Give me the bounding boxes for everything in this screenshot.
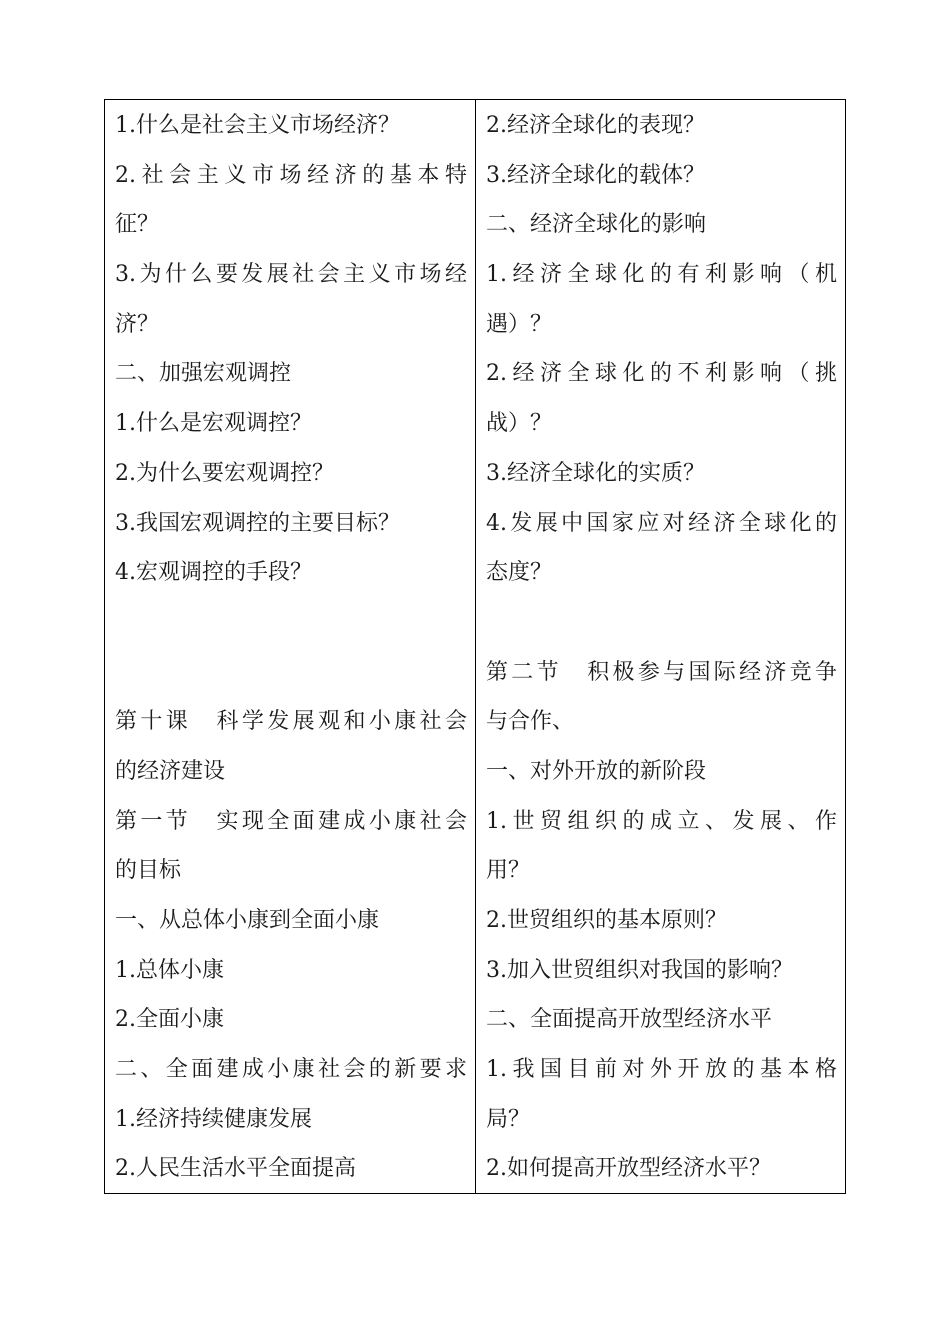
outline-line: 态度？ [486,560,553,586]
outline-line: 2.人民生活水平全面提高 [115,1156,356,1182]
blank-line [486,598,837,648]
right-column [476,100,845,1193]
section-heading: 一、从总体小康到全面小康 [115,908,380,933]
outline-line: 2.社会主义市场经济的基本特 [115,162,467,188]
outline-line: 1.总体小康 [115,957,224,983]
outline-line: 3.为什么要发展社会主义市场经 [115,262,467,288]
lesson-heading-cont: 的经济建设 [115,758,226,784]
outline-line: 2.世贸组织的基本原则？ [486,908,727,933]
outline-line: 2.全面小康 [115,1007,224,1033]
section-heading-cont: 的目标 [115,858,182,884]
outline-line: 1.世贸组织的成立、发展、作 [486,808,837,834]
outline-line: 4.发展中国家应对经济全球化的 [486,510,837,536]
outline-line: 2.为什么要宏观调控？ [115,460,334,486]
outline-line: 3.我国宏观调控的主要目标？ [115,510,400,536]
outline-line: 用？ [486,858,531,884]
outline-line: 1.什么是宏观调控？ [115,411,312,437]
outline-line: 1.经济持续健康发展 [115,1106,312,1132]
outline-line: 济？ [115,311,160,337]
outline-line: 征？ [115,212,160,238]
section-heading: 第二节 积极参与国际经济竞争 [486,659,837,685]
section-heading: 二、全面建成小康社会的新要求 [115,1057,467,1083]
outline-table [104,99,846,1194]
outline-line: 1.经济全球化的有利影响（机 [486,262,837,288]
outline-line: 2.经济全球化的不利影响（挑 [486,361,837,387]
section-heading: 一、对外开放的新阶段 [486,758,707,784]
lesson-heading: 第十课 科学发展观和小康社会 [115,709,467,735]
blank-line [115,598,467,648]
outline-line: 3.加入世贸组织对我国的影响？ [486,957,793,983]
section-heading: 二、加强宏观调控 [115,361,292,387]
left-column [105,100,476,1193]
outline-line: 局？ [486,1106,531,1132]
outline-line: 2.如何提高开放型经济水平？ [486,1156,771,1182]
blank-line [115,648,467,698]
outline-line: 遇）？ [486,311,553,337]
outline-line: 3.经济全球化的实质？ [486,460,705,486]
outline-line: 3.经济全球化的载体？ [486,162,705,188]
outline-line: 战）？ [486,411,553,437]
section-heading: 二、全面提高开放型经济水平 [486,1007,773,1033]
section-heading: 第一节 实现全面建成小康社会 [115,808,467,834]
section-heading-cont: 与合作、 [486,709,575,735]
outline-line: 4.宏观调控的手段？ [115,560,312,586]
outline-line: 1.什么是社会主义市场经济？ [115,113,400,138]
outline-line: 2.经济全球化的表现？ [486,113,705,138]
section-heading: 二、经济全球化的影响 [486,212,707,238]
outline-line: 1.我国目前对外开放的基本格 [486,1057,837,1083]
